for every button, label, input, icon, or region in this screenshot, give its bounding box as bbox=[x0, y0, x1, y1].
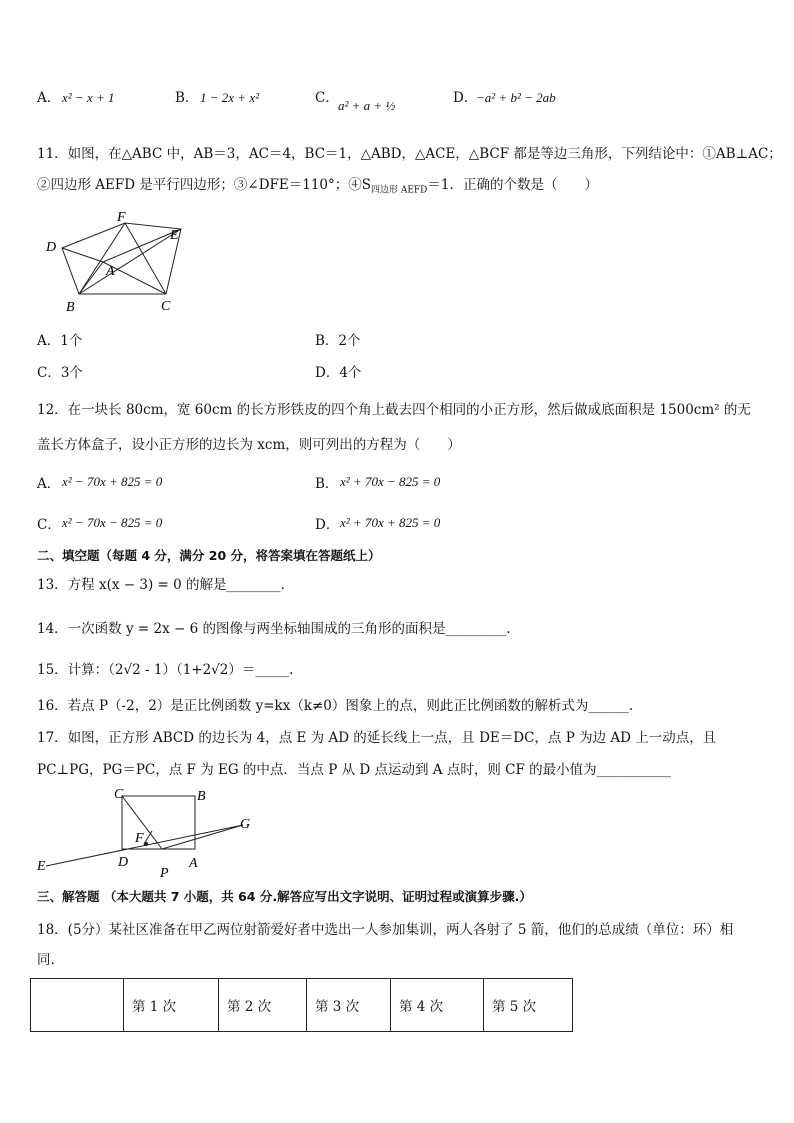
q11-line2 bbox=[37, 175, 598, 201]
q15: 15．计算：（2√2 - 1）（1+2√2）＝_____. bbox=[37, 662, 294, 678]
q17-line1: 17．如图，正方形 ABCD 的边长为 4，点 E 为 AD 的延长线上一点，且 DE＝DC，点 P 为边 AD 上一动点，且 bbox=[37, 730, 717, 746]
q12-option-c-expr: x² − 70x − 825 = 0 bbox=[62, 515, 163, 530]
q11-label-b: B bbox=[66, 300, 75, 315]
q12-option-d-expr: x² + 70x + 825 = 0 bbox=[340, 515, 441, 530]
q10-option-c-letter: C． bbox=[315, 90, 339, 106]
q11-line2-post: ＝1．正确的个数是（ ） bbox=[427, 177, 598, 193]
table-header-cell: 第 4 次 bbox=[391, 979, 484, 1032]
q17-label-g: G bbox=[240, 817, 251, 832]
q14: 14．一次函数 y = 2x − 6 的图像与两坐标轴围成的三角形的面积是_________. bbox=[37, 621, 511, 637]
q11-option-d: D．4个 bbox=[315, 365, 362, 381]
table-header-cell: 第 2 次 bbox=[219, 979, 307, 1032]
q11-label-a: A bbox=[106, 264, 115, 279]
section-2-heading: 二、填空题（每题 4 分，满分 20 分，将答案填在答题纸上） bbox=[37, 548, 381, 563]
q11-option-c: C．3个 bbox=[37, 365, 83, 381]
q16: 16．若点 P（-2，2）是正比例函数 y=kx（k≠0）图象上的点，则此正比例函数的解析式为______. bbox=[37, 698, 634, 714]
q12-option-b-letter: B． bbox=[315, 476, 339, 492]
q17-point-f-dot bbox=[144, 842, 148, 846]
table-row bbox=[31, 979, 573, 1032]
q11-label-c: C bbox=[161, 299, 171, 314]
table-header-cell bbox=[31, 979, 124, 1032]
table-header-cell: 第 5 次 bbox=[484, 979, 573, 1032]
q11-line2-pre: ②四边形 AEFD 是平行四边形；③∠DFE＝110°；④S bbox=[37, 177, 371, 193]
q12-option-a-letter: A． bbox=[37, 476, 61, 492]
q17-label-f: F bbox=[135, 831, 144, 846]
q10-option-d-expr: −a² + b² − 2ab bbox=[476, 90, 556, 105]
q17-label-e: E bbox=[37, 859, 46, 874]
q17-label-p: P bbox=[160, 866, 169, 881]
q17-line2: PC⊥PG，PG＝PC，点 F 为 EG 的中点．当点 P 从 D 点运动到 A 点时，则 CF 的最小值为___________ bbox=[37, 762, 671, 778]
q12-option-d-letter: D． bbox=[315, 517, 340, 533]
q11-label-e: E bbox=[170, 228, 179, 243]
q11-line2-sub: 四边形 AEFD bbox=[371, 185, 428, 196]
table-header-cell: 第 3 次 bbox=[307, 979, 391, 1032]
table-header-cell: 第 1 次 bbox=[124, 979, 219, 1032]
q12-line1: 12．在一块长 80cm，宽 60cm 的长方形铁皮的四个角上截去四个相同的小正方形，然后做成底面积是 1500cm² 的无 bbox=[37, 402, 751, 418]
q18-line2: 同. bbox=[37, 952, 55, 968]
section-3-heading: 三、解答题 （本大题共 7 小题，共 64 分.解答应写出文字说明、证明过程或演算步骤.） bbox=[37, 889, 532, 904]
q11-line1: 11．如图，在△ABC 中，AB＝3，AC＝4，BC＝1，△ABD，△ACE，△BCF 都是等边三角形，下列结论中：①AB⊥AC； bbox=[37, 146, 782, 162]
q10-option-a-expr: x² − x + 1 bbox=[62, 90, 115, 105]
q10-option-d-letter: D． bbox=[453, 90, 478, 106]
q18-line1: 18．(5分）某社区准备在甲乙两位射箭爱好者中选出一人参加集训，两人各射了 5 箭，他们的总成绩（单位：环）相 bbox=[37, 922, 734, 938]
q11-label-d: D bbox=[46, 240, 57, 255]
q12-line2: 盖长方体盒子，设小正方形的边长为 xcm，则可列出的方程为（ ） bbox=[37, 437, 461, 453]
q10-option-b-letter: B． bbox=[175, 90, 199, 106]
q11-option-b: B．2个 bbox=[315, 333, 361, 349]
q12-option-b-expr: x² + 70x − 825 = 0 bbox=[340, 474, 441, 489]
q10-option-b-expr: 1 − 2x + x² bbox=[200, 90, 259, 105]
q13: 13．方程 x(x − 3) = 0 的解是________. bbox=[37, 577, 285, 593]
q10-option-a-letter: A． bbox=[37, 90, 61, 106]
q17-label-c: C bbox=[114, 787, 124, 802]
q10-option-c-expr: a² + a + ½ bbox=[338, 98, 396, 113]
q12-option-c-letter: C． bbox=[37, 517, 61, 533]
q12-option-a-expr: x² − 70x + 825 = 0 bbox=[62, 474, 163, 489]
q17-figure bbox=[30, 782, 270, 882]
q11-figure bbox=[40, 205, 200, 315]
q17-label-d: D bbox=[118, 855, 129, 870]
q17-label-b: B bbox=[197, 789, 206, 804]
q11-option-a: A．1个 bbox=[37, 333, 83, 349]
q17-label-a: A bbox=[189, 856, 198, 871]
q11-label-f: F bbox=[117, 210, 126, 225]
q18-score-table bbox=[30, 978, 573, 1032]
